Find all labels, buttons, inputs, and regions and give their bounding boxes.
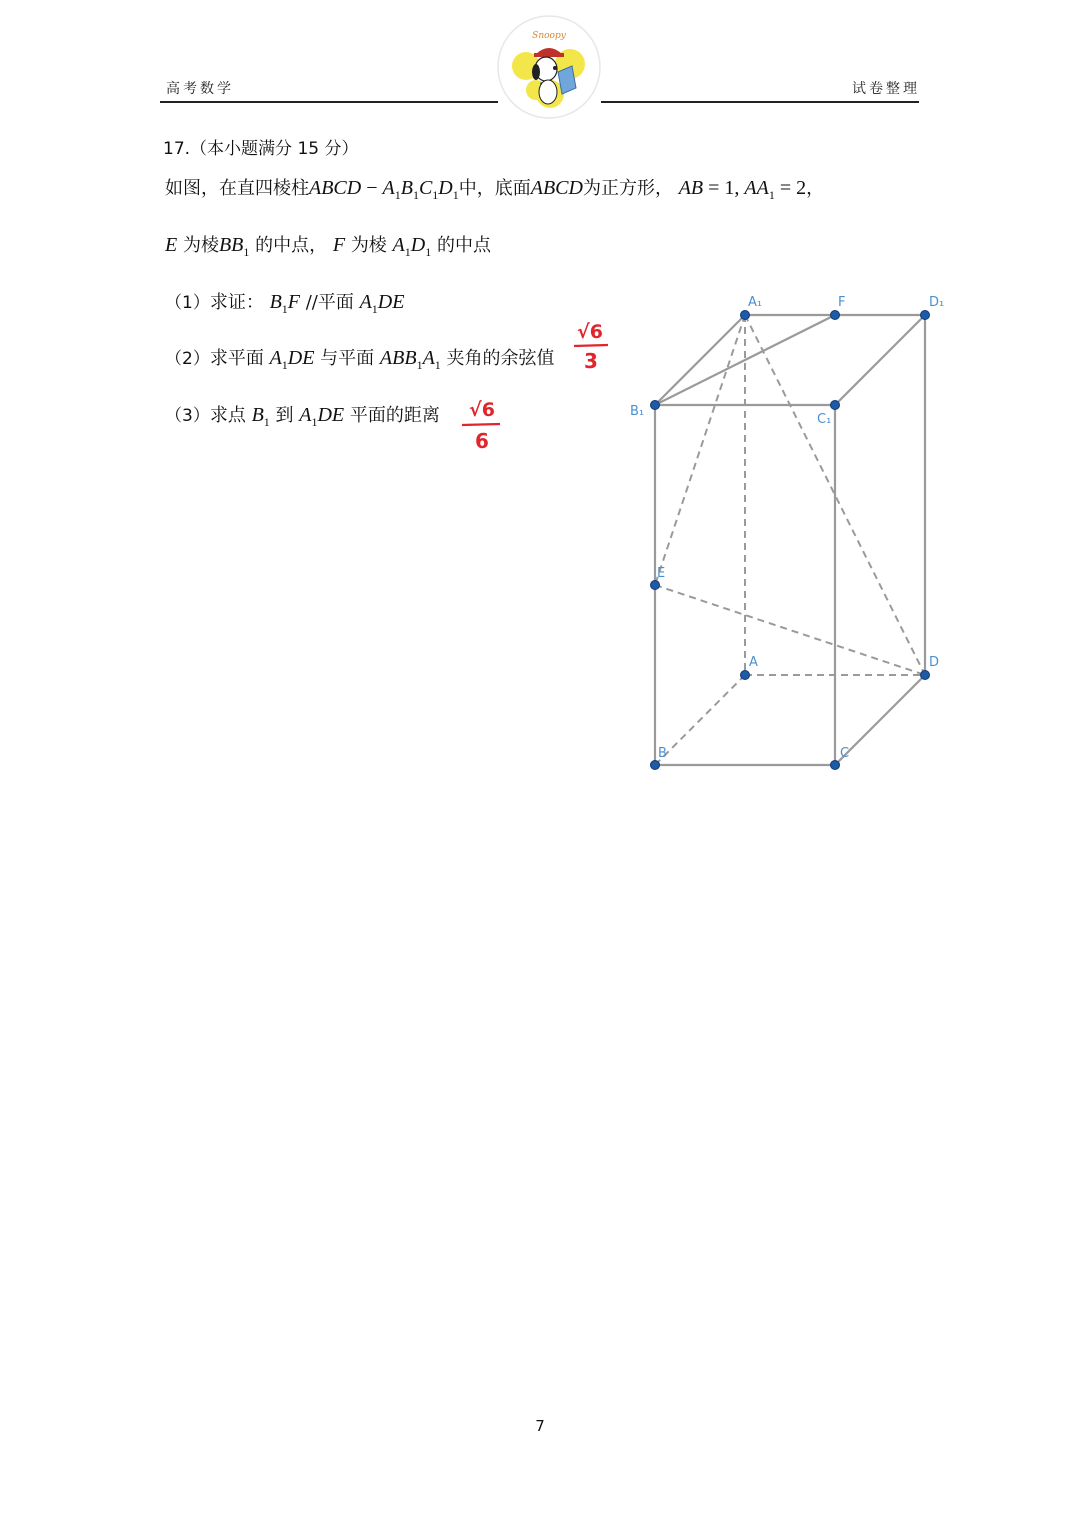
condition-eq1: = 1, [703,177,745,199]
label-b1: B₁ [630,404,645,419]
handwritten-answer-2 [570,316,614,374]
question-3-number: （3） [165,406,210,426]
point-f: F [332,234,346,256]
edge-c1-d1 [835,315,925,405]
edge-a1d1: $A_1D_1$ [392,234,432,259]
question-3-text1: 求点 [209,405,252,426]
answer-2-numerator: √6 [577,321,603,343]
point-b1-dot [651,401,660,410]
statement-comma: ， [806,178,825,199]
question-2-text2: 与平面 [314,348,380,369]
answer-2-denominator: 3 [584,349,598,373]
condition-eq2: = 2 [774,177,807,199]
minus-sign: − [361,177,383,199]
problem-line2 [165,231,491,260]
prism-figure [620,285,960,785]
label-d1: D₁ [929,295,945,310]
question-3-math2: $A_1DE$ [299,404,345,429]
question-2-math1: $A_1DE$ [269,347,315,372]
question-3-text2: 到 [269,405,300,426]
hidden-edge-a-b [655,675,745,765]
statement-intro: 如图，在直四棱柱 [165,178,309,199]
statement-base: ABCD [530,177,583,199]
page-number: 7 [535,1417,545,1435]
answer-3-denominator: 6 [475,429,489,453]
problem-statement [165,174,824,203]
answer-2-fraction-bar [574,345,608,346]
statement-prism: ABCD [309,177,362,199]
hidden-edge-a1-e [655,315,745,585]
question-3-math1: $B_1$ [251,404,270,429]
point-c-dot [831,761,840,770]
question-2-number: （2） [165,349,210,369]
question-1-text2: //平面 [300,292,360,313]
label-e: E [657,566,666,581]
label-d: D [929,655,940,670]
header-right-title: 试卷整理 [852,81,920,97]
line2-part4: 的中点 [436,235,491,256]
point-d1-dot [921,311,930,320]
hidden-edge-e-d [655,585,925,675]
label-f: F [838,295,846,310]
problem-title: 17.（本小题满分 15 分） [163,139,359,159]
answer-3-fraction-bar [462,424,500,425]
point-e-dot [651,581,660,590]
statement-mid2: 为正方形， [582,178,673,199]
question-1-math2: $A_1DE$ [359,291,405,316]
question-1-math1: $B_1F$ [269,291,300,316]
statement-mid1: 中，底面 [458,178,531,199]
line2-part2: 的中点， [255,235,328,256]
question-1 [165,288,404,317]
label-c: C [840,746,850,761]
logo-text: Snoopy [532,31,566,41]
question-2 [165,344,555,373]
condition-aa1: $AA_1$ [744,177,775,202]
question-2-math2: $ABB_1A_1$ [379,347,441,372]
question-3 [165,401,440,430]
answer-3-numerator: √6 [469,399,495,421]
statement-condition: AB [678,177,704,199]
question-2-text3: 夹角的余弦值 [440,348,555,369]
edge-b1-a1 [655,315,745,405]
question-1-number: （1） [165,293,210,313]
snoopy-logo [496,14,602,120]
handwritten-answer-3 [458,394,504,454]
point-a1-dot [741,311,750,320]
line2-part1: 为棱 [182,235,219,256]
statement-prism-top: $A_1B_1C_1D_1$ [382,177,459,202]
point-a-dot [741,671,750,680]
label-c1: C₁ [817,412,832,427]
label-a1: A₁ [748,295,763,310]
header-rule-right [601,101,919,103]
label-a: A [749,655,758,670]
question-2-text1: 求平面 [209,348,270,369]
point-f-dot [831,311,840,320]
line2-part3: 为棱 [350,235,387,256]
point-c1-dot [831,401,840,410]
edge-bb1: $BB_1$ [218,234,250,259]
point-d-dot [921,671,930,680]
point-e: E [165,234,178,256]
label-b: B [658,746,667,761]
header-rule-left [160,101,498,103]
point-b-dot [651,761,660,770]
header-left-title: 高考数学 [166,81,234,97]
question-1-text1: 求证： [209,292,264,313]
question-3-text3: 平面的距离 [344,405,440,426]
